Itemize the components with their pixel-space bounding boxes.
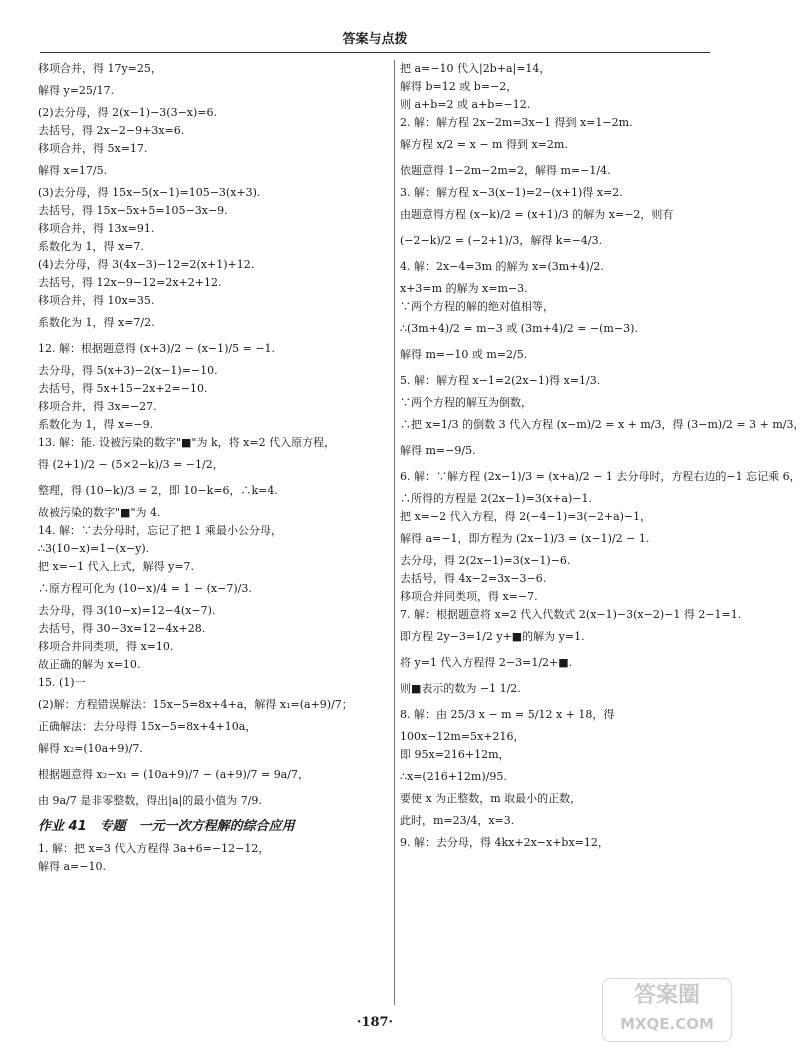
text-line: 2. 解：解方程 2x−2m=3x−1 得到 x=1−2m. [400,116,633,129]
text-line: 去分母，得 2(2x−1)=3(x−1)−6. [400,554,571,567]
text-line: (2)解：方程错误解法：15x−5=8x+4+a，解得 x₁=(a+9)/7； [38,698,353,711]
text-line: 解方程 x/2 = x − m 得到 x=2m. [400,138,568,151]
text-line: 4. 解：2x−4=3m 的解为 x=(3m+4)/2. [400,260,604,273]
watermark-logo [602,978,732,1042]
text-line: 即 95x=216+12m， [400,748,510,761]
text-line: 此时，m=23/4，x=3. [400,814,515,827]
text-line: 移项合并，得 3x=−27. [38,400,157,413]
text-line: x+3=m 的解为 x=m−3. [400,282,528,295]
text-line: ∴原方程可化为 (10−x)/4 = 1 − (x−7)/3. [38,582,252,595]
text-line: 把 a=−10 代入|2b+a|=14， [400,62,551,75]
text-line: 3. 解：解方程 x−3(x−1)=2−(x+1)得 x=2. [400,186,623,199]
text-line: 系数化为 1，得 x=−9. [38,418,154,431]
text-line: 14. 解：∵去分母时，忘记了把 1 乘最小公分母， [38,524,282,537]
text-line: 去括号，得 30−3x=12−4x+28. [38,622,206,635]
text-line: (−2−k)/2 = (−2+1)/3，解得 k=−4/3. [400,234,603,247]
text-line: ∴x=(216+12m)/95. [400,770,507,783]
text-line: 去括号，得 5x+15−2x+2=−10. [38,382,208,395]
text-line: 移项合并，得 10x=35. [38,294,155,307]
text-line: 去分母，得 3(10−x)=12−4(x−7). [38,604,216,617]
text-line: 解得 x₂=(10a+9)/7. [38,742,143,755]
text-line: 解得 a=−10. [38,860,106,873]
text-line: 1. 解：把 x=3 代入方程得 3a+6=−12−12， [38,842,270,855]
text-line: ∴3(10−x)=1−(x−y). [38,542,150,555]
text-line: 将 y=1 代入方程得 2−3=1/2+■. [400,656,573,669]
text-line: 去分母，得 5(x+3)−2(x−1)=−10. [38,364,218,377]
text-line: 解得 x=17/5. [38,164,108,177]
text-line: 则 a+b=2 或 a+b=−12. [400,98,531,111]
text-line: 去括号，得 15x−5x+5=105−3x−9. [38,204,228,217]
section-title: 作业 41 专题 一元一次方程解的综合应用 [38,819,295,834]
text-line: 则■表示的数为 −1 1/2. [400,682,521,695]
text-line: 8. 解：由 25/3 x − m = 5/12 x + 18，得 [400,708,615,721]
text-line: ∴把 x=1/3 的倒数 3 代入方程 (x−m)/2 = x + m/3，得 (3−m)/2 = 3 + m/3， [400,418,805,431]
text-line: 故正确的解为 x=10. [38,658,141,671]
text-line: 5. 解：解方程 x−1=2(2x−1)得 x=1/3. [400,374,601,387]
text-line: 解得 b=12 或 b=−2， [400,80,518,93]
right-column [400,60,805,852]
text-line: 把 x=−1 代入上式，解得 y=7. [38,560,195,573]
text-line: ∵两个方程的解互为倒数， [400,396,532,409]
text-line: 系数化为 1，得 x=7. [38,240,144,253]
text-line: 由 9a/7 是非零整数，得出|a|的最小值为 7/9. [38,794,262,807]
text-line: ∵两个方程的解的绝对值相等， [400,300,554,313]
text-line: 移项合并同类项，得 x=−7. [400,590,538,603]
text-line: 由题意得方程 (x−k)/2 = (x+1)/3 的解为 x=−2，则有 [400,208,674,221]
text-line: 依题意得 1−2m−2m=2，解得 m=−1/4. [400,164,611,177]
text-line: (4)去分母，得 3(4x−3)−12=2(x+1)+12. [38,258,255,271]
text-line: 移项合并，得 13x=91. [38,222,155,235]
text-line: 移项合并同类项，得 x=10. [38,640,174,653]
header-rule [40,52,710,53]
text-line: 6. 解：∵解方程 (2x−1)/3 = (x+a)/2 − 1 去分母时，方程右边的−1 忘记乘 6， [400,470,801,483]
text-line: 13. 解：能. 设被污染的数字"■"为 k，将 x=2 代入原方程， [38,436,336,449]
text-line: 去括号，得 4x−2=3x−3−6. [400,572,547,585]
text-line: 系数化为 1，得 x=7/2. [38,316,155,329]
left-column [38,60,388,876]
page-header: 答案与点拨 [342,32,408,47]
text-line: 故被污染的数字"■"为 4. [38,506,161,519]
text-line: 去括号，得 2x−2−9+3x=6. [38,124,185,137]
text-line: 去括号，得 12x−9−12=2x+2+12. [38,276,222,289]
text-line: 把 x=−2 代入方程，得 2(−4−1)=3(−2+a)−1， [400,510,652,523]
text-line: 根据题意得 x₂−x₁ = (10a+9)/7 − (a+9)/7 = 9a/7， [38,768,309,781]
text-line: 正确解法：去分母得 15x−5=8x+4+10a， [38,720,257,733]
text-line: 解得 a=−1，即方程为 (2x−1)/3 = (x−1)/2 − 1. [400,532,650,545]
text-line: 9. 解：去分母，得 4kx+2x−x+bx=12， [400,836,609,849]
text-line: 移项合并，得 17y=25， [38,62,162,75]
text-line: 整理，得 (10−k)/3 = 2，即 10−k=6，∴k=4. [38,484,278,497]
watermark-bottom-text: MXQE.COM [620,1015,714,1033]
text-line: 即方程 2y−3=1/2 y+■的解为 y=1. [400,630,585,643]
watermark-top-text: 答案圈 [633,983,700,1008]
text-line: 解得 m=−10 或 m=2/5. [400,348,528,361]
page-number: ·187· [356,1015,394,1030]
text-line: 解得 m=−9/5. [400,444,476,457]
text-line: 15. (1)一 [38,676,86,689]
text-line: ∴所得的方程是 2(2x−1)=3(x+a)−1. [400,492,592,505]
text-line: 7. 解：根据题意将 x=2 代入代数式 2(x−1)−3(x−2)−1 得 2−1=1. [400,608,742,621]
text-line: 得 (2+1)/2 − (5×2−k)/3 = −1/2， [38,458,224,471]
text-line: (2)去分母，得 2(x−1)−3(3−x)=6. [38,106,218,119]
text-line: 要使 x 为正整数，m 取最小的正数， [400,792,582,805]
text-line: 12. 解：根据题意得 (x+3)/2 − (x−1)/5 = −1. [38,342,276,355]
text-line: ∴(3m+4)/2 = m−3 或 (3m+4)/2 = −(m−3). [400,322,638,335]
text-line: (3)去分母，得 15x−5(x−1)=105−3(x+3). [38,186,261,199]
column-divider [394,60,395,1005]
text-line: 100x−12m=5x+216， [400,730,525,743]
text-line: 解得 y=25/17. [38,84,115,97]
text-line: 移项合并，得 5x=17. [38,142,148,155]
